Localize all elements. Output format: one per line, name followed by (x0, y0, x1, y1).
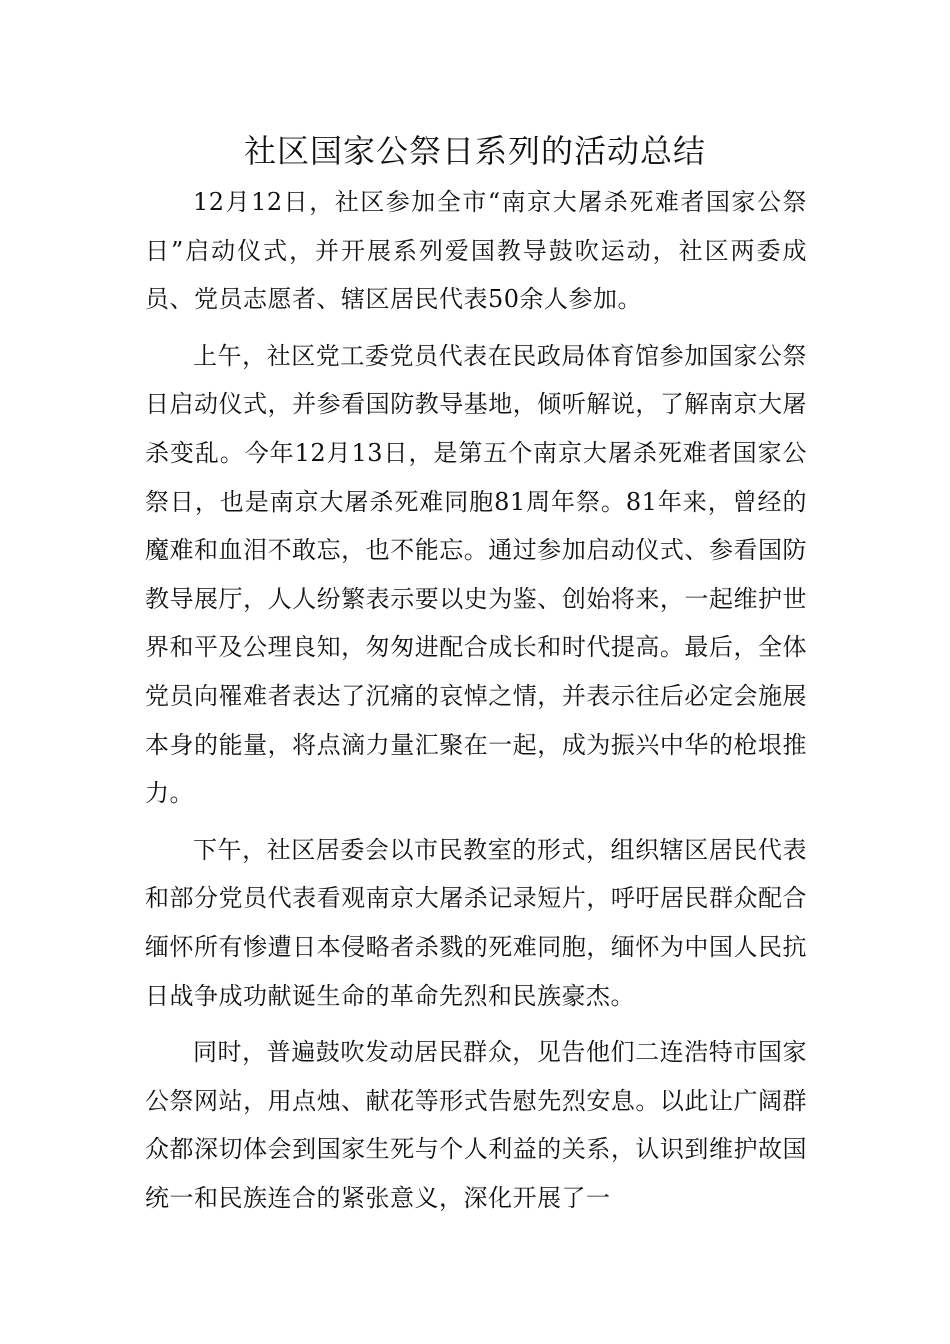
paragraph-2: 上午，社区党工委党员代表在民政局体育馆参加国家公祭日启动仪式，并参看国防教导基地，倾听解说，了解南京大屠杀变乱。今年12月13日，是第五个南京大屠杀死难者国家公祭日，也是南京大屠杀死难同胞81周年祭。81年来，曾经的魔难和血泪不敢忘，也不能忘。通过参加启动仪式、参看国防教导展厅，人人纷繁表示要以史为鉴、创始将来，一起维护世界和平及公理良知，匆匆进配合成长和时代提高。最后，全体党员向罹难者表达了沉痛的哀悼之情，并表示往后必定会施展本身的能量，将点滴力量汇聚在一起，成为振兴中华的枪垠推力。 (145, 341, 807, 808)
document-title: 社区国家公祭日系列的活动总结 (243, 132, 706, 170)
paragraph-3: 下午，社区居委会以市民教室的形式，组织辖区居民代表和部分党员代表看观南京大屠杀记录短片，呼吁居民群众配合缅怀所有惨遭日本侵略者杀戮的死难同胞，缅怀为中国人民抗日战争成功献诞生命的革命先烈和民族豪杰。 (145, 835, 807, 1010)
document-body (145, 178, 807, 1222)
paragraph-4: 同时，普遍鼓吹发动居民群众，见告他们二连浩特市国家公祭网站，用点烛、献花等形式告慰先烈安息。以此让广阔群众都深切体会到国家生死与个人利益的关系，认识到维护故国统一和民族连合的紧张意义，深化开展了一 (145, 1038, 807, 1212)
paragraph-1: 12月12日，社区参加全市“南京大屠杀死难者国家公祭日”启动仪式，并开展系列爱国教导鼓吹运动，社区两委成员、党员志愿者、辖区居民代表50余人参加。 (145, 188, 807, 314)
